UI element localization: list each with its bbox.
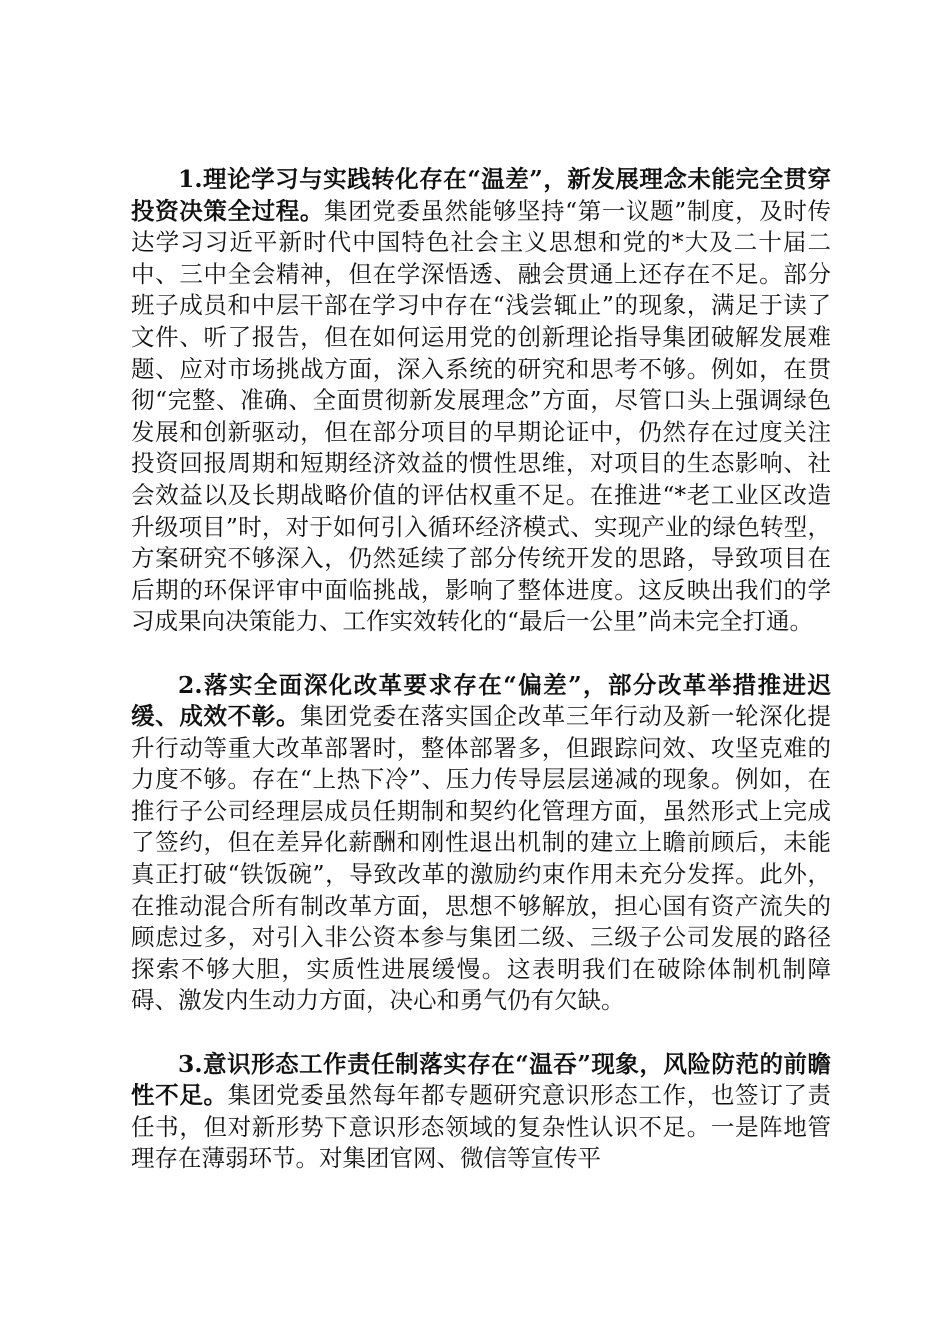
document-body	[131, 164, 831, 1207]
paragraph-2-body: 集团党委在落实国企改革三年行动及新一轮深化提升行动等重大改革部署时，整体部署多，但跟踪问效、攻坚克难的力度不够。存在“上热下冷”、压力传导层层递减的现象。例如，在推行子公司经理层成员任期制和契约化管理方面，虽然形式上完成了签约，但在差异化薪酬和刚性退出机制的建立上瞻前顾后，未能真正打破“铁饭碗”，导致改革的激励约束作用未充分发挥。此外，在推动混合所有制改革方面，思想不够解放，担心国有资产流失的顾虑过多，对引入非公资本参与集团二级、三级子公司发展的路径探索不够大胆，实质性进展缓慢。这表明我们在破除体制机制障碍、激发内生动力方面，决心和勇气仍有欠缺。	[131, 702, 831, 1015]
paragraph-3-body: 集团党委虽然每年都专题研究意识形态工作，也签订了责任书，但对新形势下意识形态领域的复杂性认识不足。一是阵地管理存在薄弱环节。对集团官网、微信等宣传平	[131, 1081, 832, 1173]
paragraph-2	[131, 670, 831, 1018]
paragraph-1	[131, 164, 831, 638]
paragraph-3	[131, 1049, 831, 1175]
paragraph-1-heading: 1.理论学习与实践转化存在“温差”，新发展理念未能完全贯穿投资决策全过程。	[131, 165, 831, 225]
paragraph-2-heading: 2.落实全面深化改革要求存在“偏差”，部分改革举措推进迟缓、成效不彰。	[131, 670, 831, 731]
paragraph-3-heading: 3.意识形态工作责任制落实存在“温吞”现象，风险防范的前瞻性不足。	[131, 1049, 831, 1110]
paragraph-1-body: 集团党委虽然能够坚持“第一议题”制度，及时传达学习习近平新时代中国特色社会主义思想和党的*大及二十届二中、三中全会精神，但在学深悟透、融会贯通上还存在不足。部分班子成员和中层干部在学习中存在“浅尝辄止”的现象，满足于读了文件、听了报告，但在如何运用党的创新理论指导集团破解发展难题、应对市场挑战方面，深入系统的研究和思考不够。例如，在贯彻“完整、准确、全面贯彻新发展理念”方面，尽管口头上强调绿色发展和创新驱动，但在部分项目的早期论证中，仍然存在过度关注投资回报周期和短期经济效益的惯性思维，对项目的生态影响、社会效益以及长期战略价值的评估权重不足。在推进“*老工业区改造升级项目”时，对于如何引入循环经济模式、实现产业的绿色转型，方案研究不够深入，仍然延续了部分传统开发的思路，导致项目在后期的环保评审中面临挑战，影响了整体进度。这反映出我们的学习成果向决策能力、工作实效转化的“最后一公里”尚未完全打通。	[131, 196, 832, 636]
